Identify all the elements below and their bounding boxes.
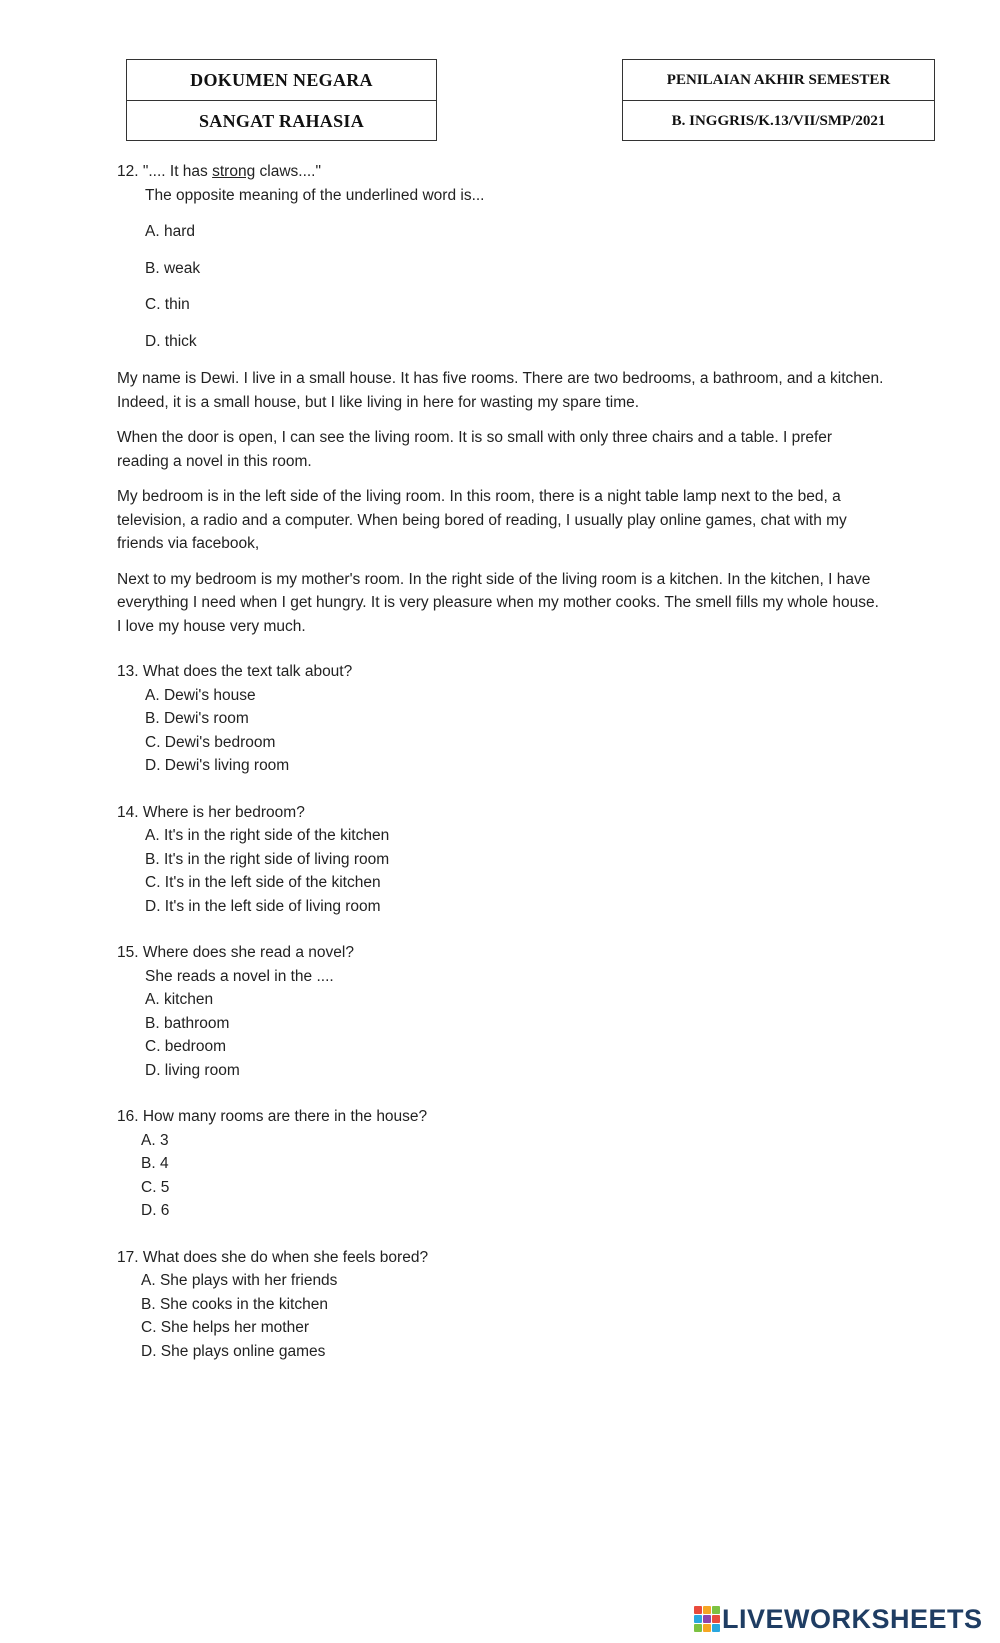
passage-paragraph: My name is Dewi. I live in a small house. It has five rooms. There are two bedrooms, a bathroom, and a kitchen. Indeed, it is a small house, but I like living in here for wasting my spare time.: [117, 370, 884, 411]
option-d[interactable]: D. She plays online games: [141, 1342, 326, 1360]
liveworksheets-logo: [694, 1603, 983, 1635]
option-a[interactable]: A. Dewi's house: [145, 686, 256, 704]
option-a[interactable]: A. She plays with her friends: [141, 1272, 338, 1289]
question-16: [117, 1105, 887, 1223]
option-a[interactable]: A. hard: [145, 223, 195, 240]
header-dokumen-negara: DOKUMEN NEGARA: [190, 69, 373, 90]
passage-paragraph: My bedroom is in the left side of the living room. In this room, there is a night table lamp next to the bed, a television, a radio and a computer. When being bored of reading, I usually play online games, chat with my friends via facebook,: [117, 488, 847, 552]
option-c[interactable]: C. thin: [145, 296, 190, 313]
question-12-text: 12. ".... It has strong claws....": [117, 163, 321, 180]
option-c[interactable]: C. It's in the left side of the kitchen: [145, 874, 381, 891]
option-c[interactable]: C. 5: [141, 1178, 170, 1196]
question-13-text: 13. What does the text talk about?: [117, 663, 353, 680]
option-c[interactable]: C. Dewi's bedroom: [145, 733, 276, 751]
option-a[interactable]: A. kitchen: [145, 991, 214, 1008]
option-a[interactable]: A. 3: [141, 1131, 169, 1149]
underlined-word: strong: [212, 163, 256, 180]
header-sangat-rahasia: SANGAT RAHASIA: [127, 100, 436, 141]
question-13: [117, 660, 887, 778]
option-b[interactable]: B. weak: [145, 259, 201, 277]
logo-mark-icon: [694, 1606, 720, 1632]
logo-wordmark: LIVEWORKSHEETS: [722, 1603, 983, 1634]
worksheet-content: [117, 160, 887, 1386]
question-16-text: 16. How many rooms are there in the house?: [117, 1108, 428, 1125]
question-15-text: 15. Where does she read a novel?: [117, 944, 354, 961]
option-b[interactable]: B. It's in the right side of living room: [145, 850, 390, 868]
option-b[interactable]: B. Dewi's room: [145, 710, 249, 727]
question-12: [117, 160, 887, 353]
option-d[interactable]: D. 6: [141, 1202, 170, 1219]
question-14-text: 14. Where is her bedroom?: [117, 803, 305, 821]
option-d[interactable]: D. living room: [145, 1061, 240, 1079]
question-15: [117, 941, 887, 1082]
header-box-left: [126, 59, 437, 141]
option-b[interactable]: B. She cooks in the kitchen: [141, 1295, 328, 1313]
option-d[interactable]: D. Dewi's living room: [145, 757, 290, 774]
header-subject-code: B. INGGRIS/K.13/VII/SMP/2021: [623, 100, 934, 141]
option-b[interactable]: B. bathroom: [145, 1014, 230, 1032]
question-14: [117, 801, 887, 919]
header-box-right: [622, 59, 935, 141]
question-12-instruction: The opposite meaning of the underlined word is...: [145, 186, 485, 204]
passage-paragraph: When the door is open, I can see the living room. It is so small with only three chairs and a table. I prefer reading a novel in this room.: [117, 429, 833, 470]
question-17: [117, 1246, 887, 1364]
option-d[interactable]: D. It's in the left side of living room: [145, 897, 381, 915]
option-a[interactable]: A. It's in the right side of the kitchen: [145, 827, 390, 844]
option-c[interactable]: C. bedroom: [145, 1038, 226, 1055]
option-d[interactable]: D. thick: [145, 332, 197, 350]
question-17-text: 17. What does she do when she feels bored?: [117, 1248, 429, 1266]
question-15-stem: She reads a novel in the ....: [145, 967, 334, 985]
option-c[interactable]: C. She helps her mother: [141, 1319, 310, 1336]
option-b[interactable]: B. 4: [141, 1155, 169, 1172]
reading-passage: [117, 367, 887, 638]
header-penilaian: PENILAIAN AKHIR SEMESTER: [666, 71, 891, 88]
passage-paragraph: Next to my bedroom is my mother's room. In the right side of the living room is a kitchen. In the kitchen, I have everything I need when I get hungry. It is very pleasure when my mother cooks. The smell fills my whole house. I love my house very much.: [117, 570, 879, 635]
